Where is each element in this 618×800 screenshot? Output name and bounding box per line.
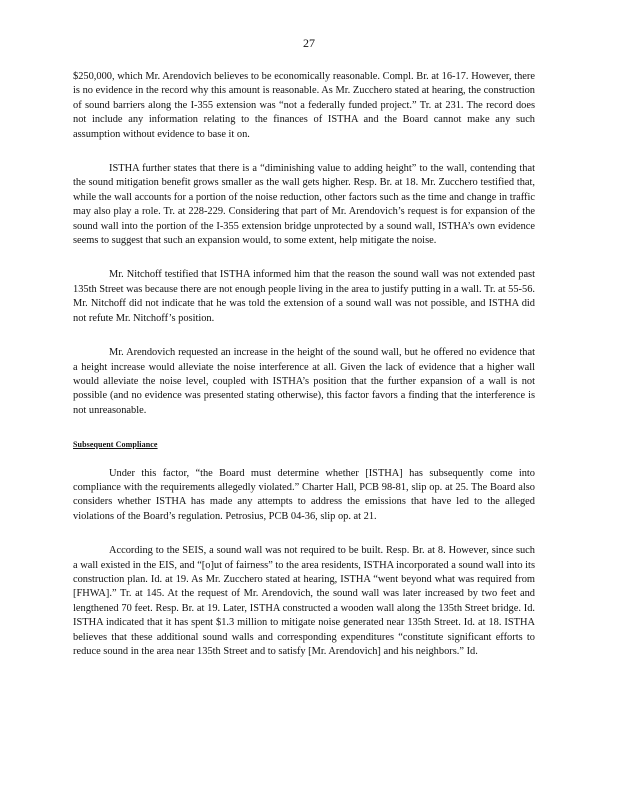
paragraph-height-increase: Mr. Arendovich requested an increase in the height of the sound wall, but he offered no evidence that a height increase would alleviate the noise interference at all. Given the lack of evidence that a higher wall would alleviate the noise level, coupled with ISTHA’s position that the further expansion of a wall is not possible (and no evidence was presented stating otherwise), this factor favors a finding that the interference is not unreasonable. xyxy=(73,347,535,416)
paragraph-compliance-standard: Under this factor, “the Board must determine whether [ISTHA] has subsequently come into compliance with the requirements allegedly violated.” Charter Hall, PCB 98-81, slip op. at 25. The Board also considers whether ISTHA has made any attempts to address the emissions that have led to the alleged violations of the Board’s regulation. Petrosius, PCB 04-36, slip op. at 21. xyxy=(73,467,535,522)
document-body xyxy=(73,70,535,679)
paragraph-diminishing-value: ISTHA further states that there is a “diminishing value to adding height” to the wall, contending that the sound mitigation benefit grows smaller as the wall gets higher. Resp. Br. at 18. Mr. Zucchero testified that, while the wall accounts for a portion of the noise reduction, other factors such as the time and change in traffic may also play a role. Tr. at 228-229. Considering that part of Mr. Arendovich’s request is for expansion of the sound wall into the portion of the I-355 extension bridge unprotected by a sound wall, ISTHA’s own evidence seems to suggest that such an expansion would, to some extent, help mitigate the noise. xyxy=(73,163,535,247)
section-heading: Subsequent Compliance xyxy=(73,440,158,450)
paragraph-nitchoff-testimony: Mr. Nitchoff testified that ISTHA informed him that the reason the sound wall was not extended past 135th Street was because there are not enough people living in the area to justify putting in a wall. Tr. at 55-56. Mr. Nitchoff did not indicate that he was told the extension of a sound wall was not possible, and ISTHA did not refute Mr. Nitchoff’s position. xyxy=(73,269,535,324)
page-number: 27 xyxy=(303,36,315,50)
paragraph-seis: According to the SEIS, a sound wall was not required to be built. Resp. Br. at 8. However, since such a wall existed in the EIS, and “[o]ut of fairness” to the area residents, ISTHA incorporated a sound wall into its construction plan. Id. at 19. As Mr. Zucchero stated at hearing, ISTHA “went beyond what was required from [FHWA].” Tr. at 145. At the request of Mr. Arendovich, the sound wall was later increased by two feet and lengthened 70 feet. Resp. Br. at 19. Later, ISTHA constructed a wooden wall along the 135th Street bridge. Id. ISTHA indicated that it has spent $1.3 million to mitigate noise generated near 135th Street. Id. at 18. ISTHA believes that these additional sound walls and corresponding expenditures “constitute significant efforts to reduce sound in the area near 135th Street and to satisfy [Mr. Arendovich] and his neighbors.” Id. xyxy=(73,545,535,657)
paragraph-cost: $250,000, which Mr. Arendovich believes to be economically reasonable. Compl. Br. at 16-17. However, there is no evidence in the record why this amount is reasonable. As Mr. Zucchero stated at hearing, the construction of sound barriers along the I-355 extension was “not a federally funded project.” Tr. at 231. The record does not include any information relating to the finances of ISTHA and the Board cannot make any such assumption without evidence to base it on. xyxy=(73,71,535,140)
